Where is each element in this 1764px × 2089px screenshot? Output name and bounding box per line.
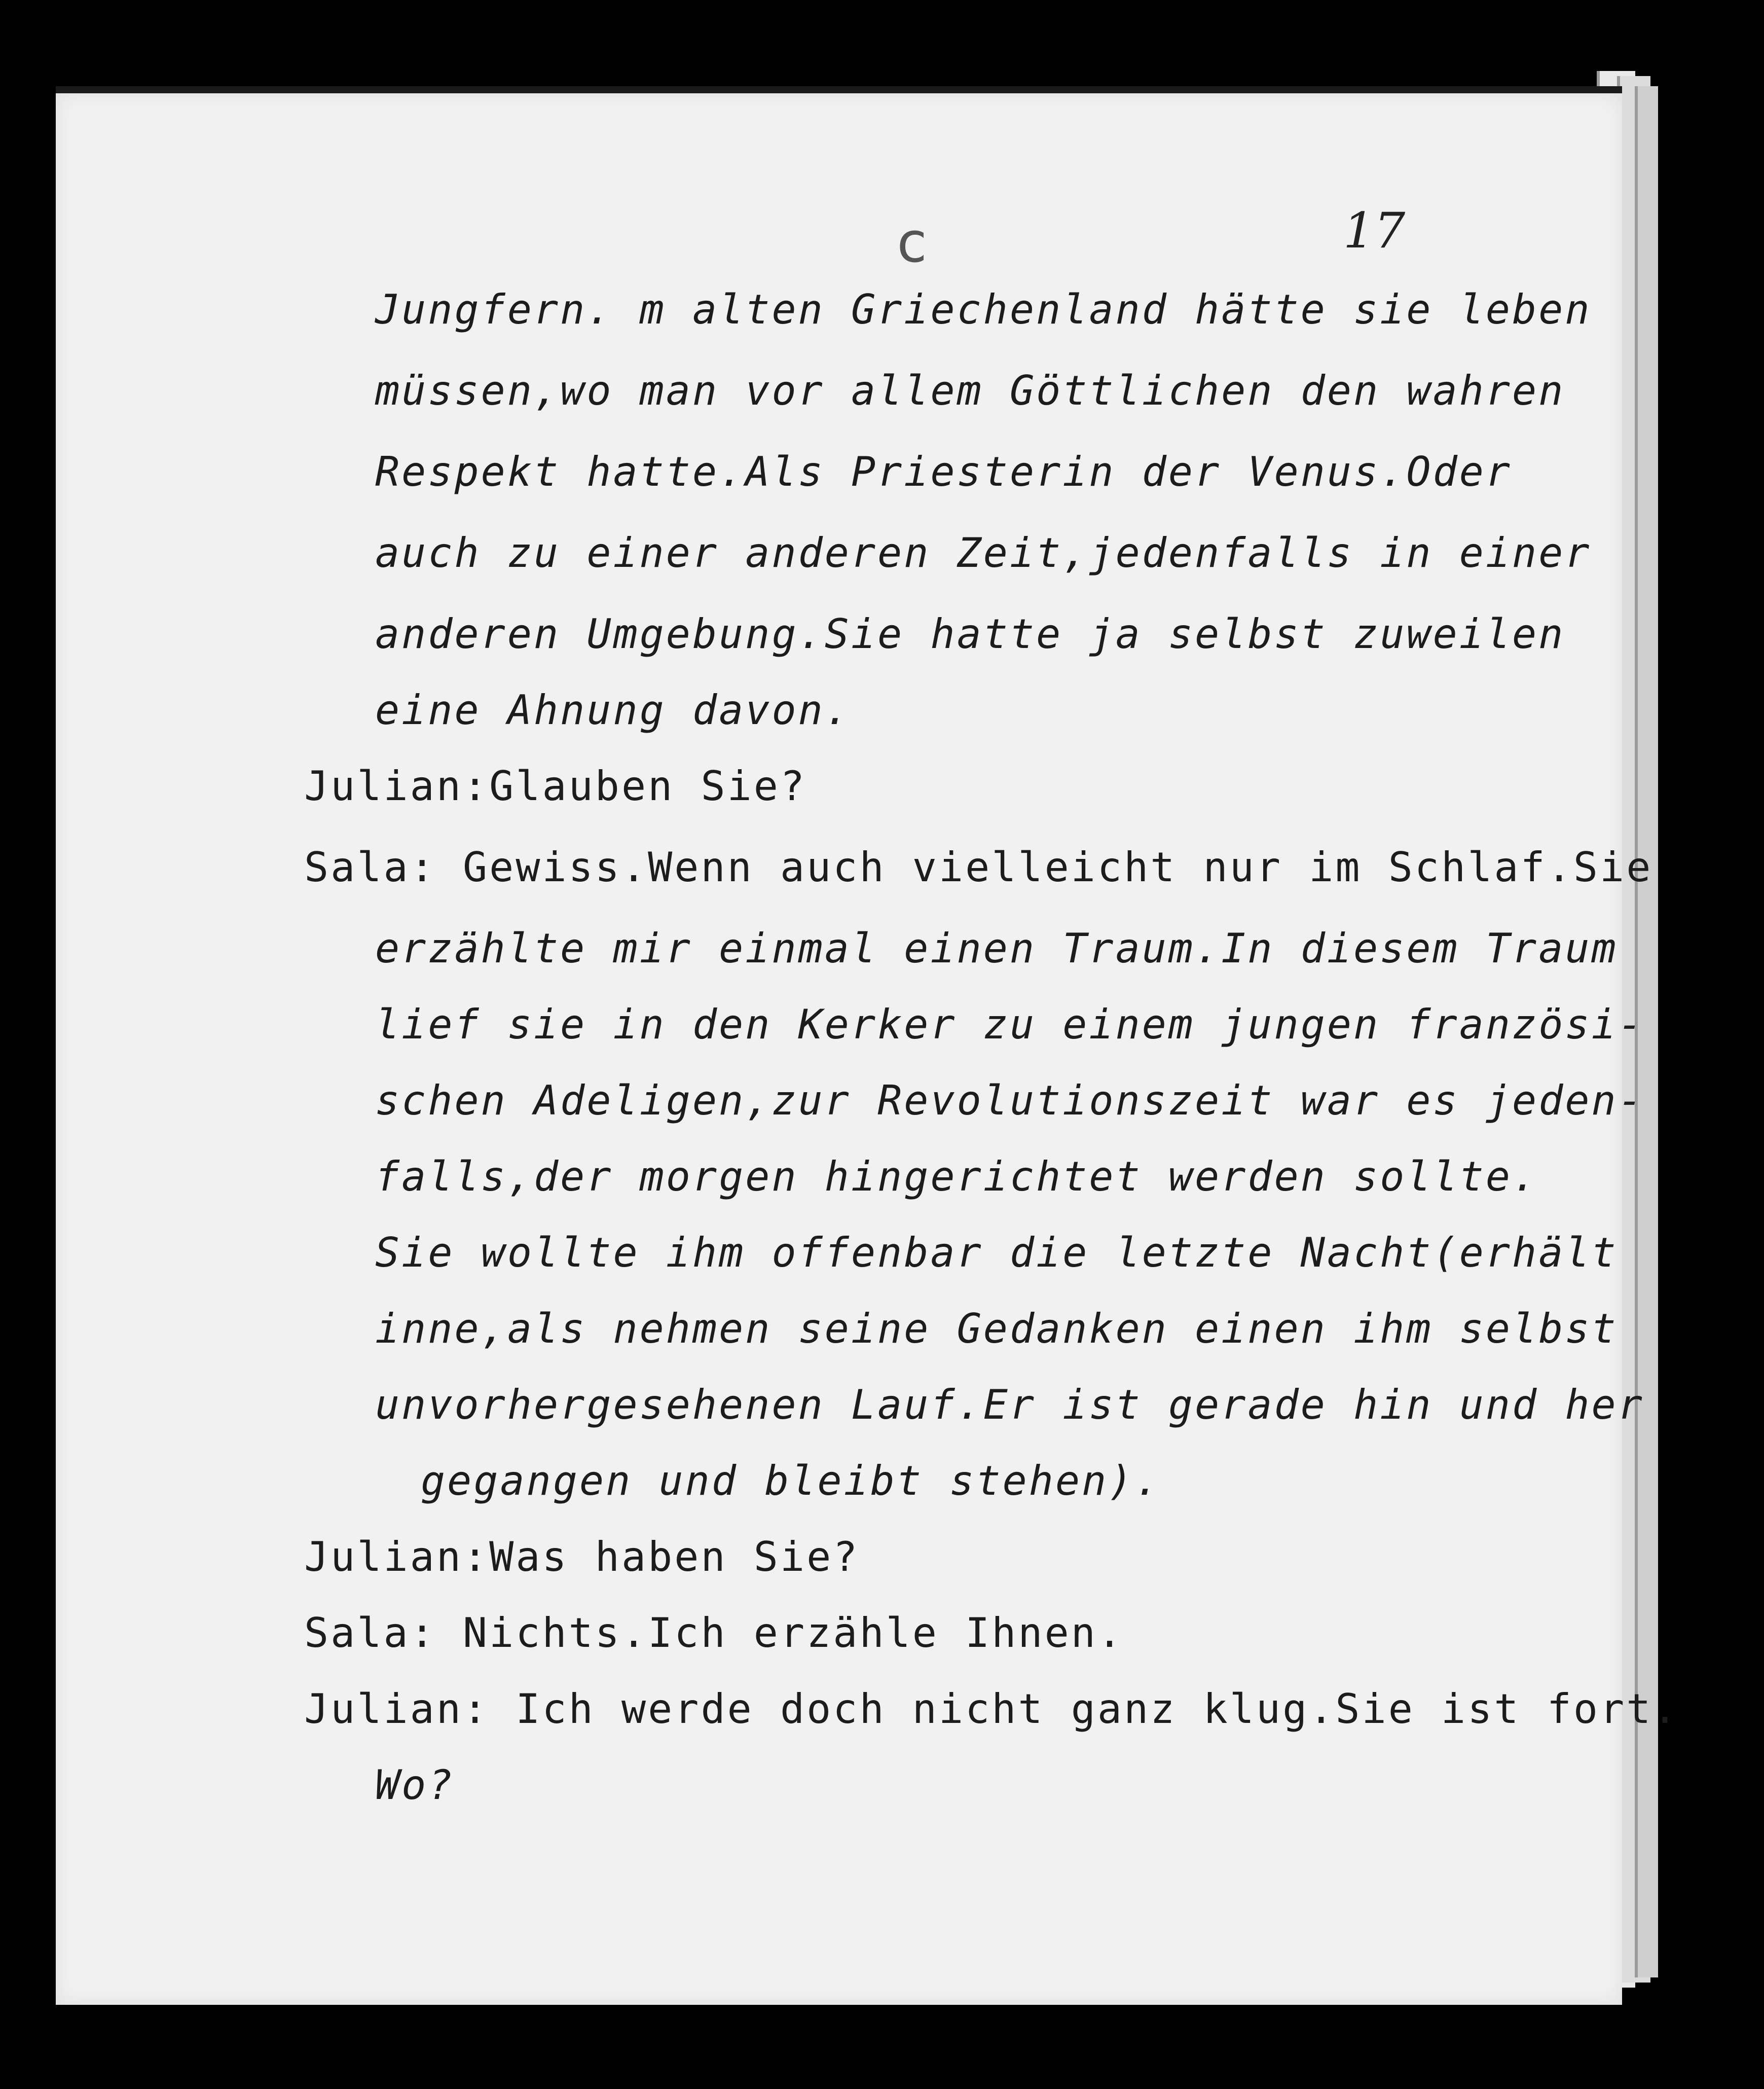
dialogue-line: Sala: Nichts.Ich erzähle Ihnen.: [304, 1609, 1124, 1656]
page-marker: c: [895, 210, 929, 275]
dialogue-line: Julian:Glauben Sie?: [304, 763, 807, 810]
dialogue-line: Julian: Ich werde doch nicht ganz klug.Sie ist fort.: [304, 1685, 1679, 1733]
text-line: gegangen und bleibt stehen).: [421, 1457, 1161, 1504]
page-number: 17: [1343, 202, 1406, 259]
text-line: falls,der morgen hingerichtet werden sollte.: [375, 1153, 1539, 1200]
text-line: Jungfern. m alten Griechenland hätte sie leben: [375, 286, 1592, 333]
text-line: auch zu einer anderen Zeit,jedenfalls in einer: [375, 529, 1592, 577]
text-line: eine Ahnung davon.: [375, 687, 851, 734]
text-line: Sie wollte ihm offenbar die letzte Nacht(erhält: [375, 1229, 1618, 1276]
text-line: schen Adeligen,zur Revolutionszeit war es jeden-: [375, 1077, 1644, 1124]
text-line: Respekt hatte.Als Priesterin der Venus.Oder: [375, 448, 1513, 495]
text-line: Wo?: [375, 1761, 455, 1809]
typescript-page: [56, 86, 1679, 2005]
text-line: müssen,wo man vor allem Göttlichen den wahren: [375, 367, 1565, 414]
text-line: erzählte mir einmal einen Traum.In diesem Traum: [375, 925, 1618, 972]
dialogue-line: Sala: Gewiss.Wenn auch vielleicht nur im Schlaf.Sie: [304, 844, 1653, 891]
text-line: inne,als nehmen seine Gedanken einen ihm selbst: [375, 1305, 1618, 1352]
text-line: unvorhergesehenen Lauf.Er ist gerade hin und her: [375, 1381, 1644, 1428]
text-line: anderen Umgebung.Sie hatte ja selbst zuweilen: [375, 610, 1565, 658]
dialogue-line: Julian:Was haben Sie?: [304, 1533, 860, 1580]
text-line: lief sie in den Kerker zu einem jungen französi-: [375, 1001, 1644, 1048]
